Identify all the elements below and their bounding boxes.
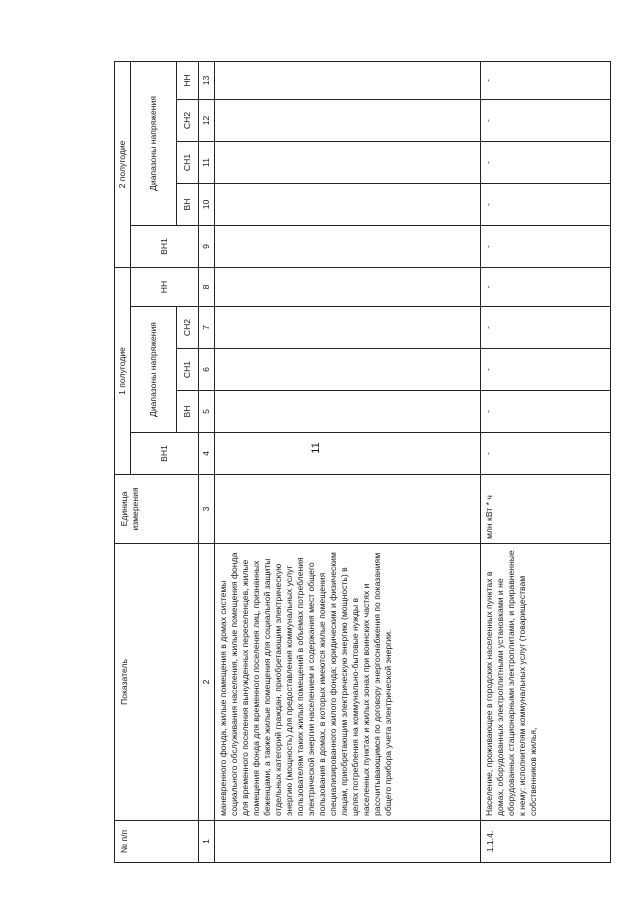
header-h1-sn2: СН2 <box>177 307 199 349</box>
header-unit: Единица измерения <box>115 475 199 544</box>
column-number: 6 <box>199 349 215 391</box>
cell-value <box>215 61 481 99</box>
tariff-table <box>114 61 611 863</box>
cell-value <box>215 349 481 391</box>
column-number: 2 <box>199 544 215 821</box>
header-h2-ranges: Диапазоны напряжения <box>131 61 177 225</box>
cell-value <box>215 307 481 349</box>
cell-value <box>215 99 481 141</box>
cell-value: - <box>481 225 611 267</box>
header-h1-sn1: СН1 <box>177 349 199 391</box>
header-half2: 2 полугодие <box>115 61 131 267</box>
header-h1-vn: ВН <box>177 391 199 433</box>
row-unit: млн кВт * ч <box>481 475 611 544</box>
row-indicator-text: маневренного фонда, жилые помещения в домах системы социального обслуживания населения, жилые помещения фонда для временного поселения вынужденных переселенцев, жилые помещения фонда для временного поселения лиц, признанных беженцами, а также жилые помещения для социальной защиты отдельных категорий граждан, приобретающим электрическую энергию (мощность) для предоставления коммунальных услуг пользователям таких жилых помещений в объемах потребления электрической энергии населением и содержания мест общего пользования в домах, в которых имеются жилые помещения специализированного жилого фонда; юридическим и физическим лицам, приобретающим электрическую энергию (мощность) в целях потребления на коммунально-бытовые нужды в населенных пунктах и жилых зонах при воинских частях и рассчитывающимся по договору энергоснабжения по показаниям общего прибора учета электрической энергии. <box>215 544 481 821</box>
cell-value: - <box>481 99 611 141</box>
cell-value: - <box>481 61 611 99</box>
column-number: 3 <box>199 475 215 544</box>
cell-value <box>215 141 481 183</box>
cell-value: - <box>481 141 611 183</box>
row-indicator-text: Население, проживающее в городских населенных пунктах в домах, оборудованных электроплитными установками и не оборудованных стационарными электроплитами, и приравненные к нему: исполнителям коммунальных услуг (товариществам собственников жилья, <box>481 544 611 821</box>
cell-value: - <box>481 349 611 391</box>
column-number: 8 <box>199 267 215 306</box>
cell-value <box>215 225 481 267</box>
column-number: 13 <box>199 61 215 99</box>
column-number: 7 <box>199 307 215 349</box>
column-number: 5 <box>199 391 215 433</box>
column-number: 12 <box>199 99 215 141</box>
cell-value: - <box>481 391 611 433</box>
header-half1: 1 полугодие <box>115 267 131 474</box>
header-h2-sn1: СН1 <box>177 141 199 183</box>
header-h2-nn: НН <box>177 61 199 99</box>
row-num <box>215 821 481 863</box>
row-num: 1.1.4. <box>481 821 611 863</box>
cell-value: - <box>481 183 611 225</box>
column-number: 1 <box>199 821 215 863</box>
cell-value <box>215 433 481 475</box>
header-h1-vn1: ВН1 <box>131 433 199 475</box>
table-row <box>215 61 481 862</box>
cell-value <box>215 267 481 306</box>
header-h1-ranges: Диапазоны напряжения <box>131 307 177 433</box>
column-number: 9 <box>199 225 215 267</box>
cell-value <box>215 391 481 433</box>
header-h2-vn: ВН <box>177 183 199 225</box>
header-h2-sn2: СН2 <box>177 99 199 141</box>
cell-value: - <box>481 433 611 475</box>
header-h2-vn1: ВН1 <box>131 225 199 267</box>
column-number: 4 <box>199 433 215 475</box>
rotated-table-wrapper <box>114 61 610 863</box>
column-number: 10 <box>199 183 215 225</box>
header-num: № п/п <box>115 821 199 863</box>
page-number: 11 <box>310 442 322 454</box>
header-h1-nn: НН <box>131 267 199 306</box>
cell-value: - <box>481 307 611 349</box>
column-number: 11 <box>199 141 215 183</box>
table-row <box>481 61 611 862</box>
row-unit <box>215 475 481 544</box>
header-indicator: Показатель <box>115 544 199 821</box>
cell-value <box>215 183 481 225</box>
cell-value: - <box>481 267 611 306</box>
